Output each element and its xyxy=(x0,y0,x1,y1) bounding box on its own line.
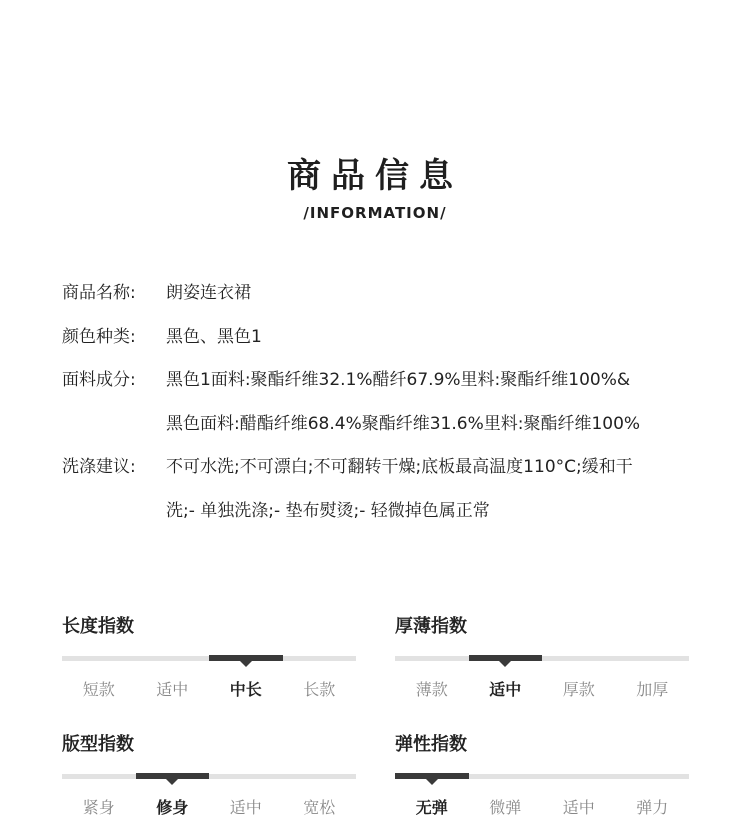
info-row-wash xyxy=(62,445,712,533)
gauge-indicator xyxy=(469,655,543,661)
gauge-option: 中长 xyxy=(229,680,262,699)
info-value-line: 不可水洗;不可漂白;不可翻转干燥;底板最高温度110°C;缓和干 xyxy=(166,457,633,477)
gauge-option: 弹力 xyxy=(636,798,669,817)
gauge-elasticity xyxy=(395,732,689,818)
gauge-option: 长款 xyxy=(303,680,336,699)
gauge-option: 适中 xyxy=(562,798,595,817)
gauge-option: 薄款 xyxy=(415,680,448,699)
info-row-name xyxy=(62,271,712,315)
gauge-option: 加厚 xyxy=(636,680,669,699)
info-value-line: 黑色、黑色1 xyxy=(166,327,262,347)
info-label-name: 商品名称: xyxy=(62,283,136,303)
gauge-option: 紧身 xyxy=(82,798,115,817)
gauge-indicator xyxy=(136,773,210,779)
gauge-options xyxy=(62,795,356,818)
info-label-color: 颜色种类: xyxy=(62,327,136,347)
gauge-indicator xyxy=(209,655,283,661)
gauge-option: 修身 xyxy=(156,798,189,817)
gauge-indicator xyxy=(395,773,469,779)
info-value-line: 黑色面料:醋酯纤维68.4%聚酯纤维31.6%里料:聚酯纤维100% xyxy=(166,414,641,434)
gauge-option: 适中 xyxy=(156,680,189,699)
gauge-options xyxy=(395,677,689,700)
info-value-name xyxy=(166,271,712,315)
gauge-option: 适中 xyxy=(229,798,262,817)
info-value-line: 朗姿连衣裙 xyxy=(166,283,251,303)
gauge-title: 厚薄指数 xyxy=(395,616,467,637)
info-row-color xyxy=(62,315,712,359)
gauge-option: 适中 xyxy=(489,680,522,699)
gauge-option: 短款 xyxy=(82,680,115,699)
gauge-thickness xyxy=(395,614,689,700)
gauge-title: 弹性指数 xyxy=(395,734,467,755)
gauge-option: 宽松 xyxy=(303,798,336,817)
gauge-title: 长度指数 xyxy=(62,616,134,637)
gauge-track xyxy=(62,656,356,661)
section-subtitle: /INFORMATION/ xyxy=(303,204,447,222)
gauge-option: 微弹 xyxy=(489,798,522,817)
info-value-color xyxy=(166,315,712,359)
gauge-option: 无弹 xyxy=(415,798,448,817)
gauge-option: 厚款 xyxy=(562,680,595,699)
gauge-track xyxy=(395,774,689,779)
section-title: 商品信息 xyxy=(287,156,463,196)
gauge-options xyxy=(62,677,356,700)
gauge-length xyxy=(62,614,356,700)
info-value-line: 黑色1面料:聚酯纤维32.1%醋纤67.9%里料:聚酯纤维100%& xyxy=(166,370,631,390)
info-value-line: 洗;- 单独洗涤;- 垫布熨烫;- 轻微掉色属正常 xyxy=(166,501,490,521)
gauge-fit xyxy=(62,732,356,818)
info-label-wash: 洗涤建议: xyxy=(62,457,136,477)
gauge-track xyxy=(395,656,689,661)
info-row-fabric xyxy=(62,358,712,446)
info-label-fabric: 面料成分: xyxy=(62,370,136,390)
info-value-fabric xyxy=(166,358,712,446)
gauge-track xyxy=(62,774,356,779)
info-value-wash xyxy=(166,445,712,533)
gauge-title: 版型指数 xyxy=(62,734,134,755)
gauge-options xyxy=(395,795,689,818)
